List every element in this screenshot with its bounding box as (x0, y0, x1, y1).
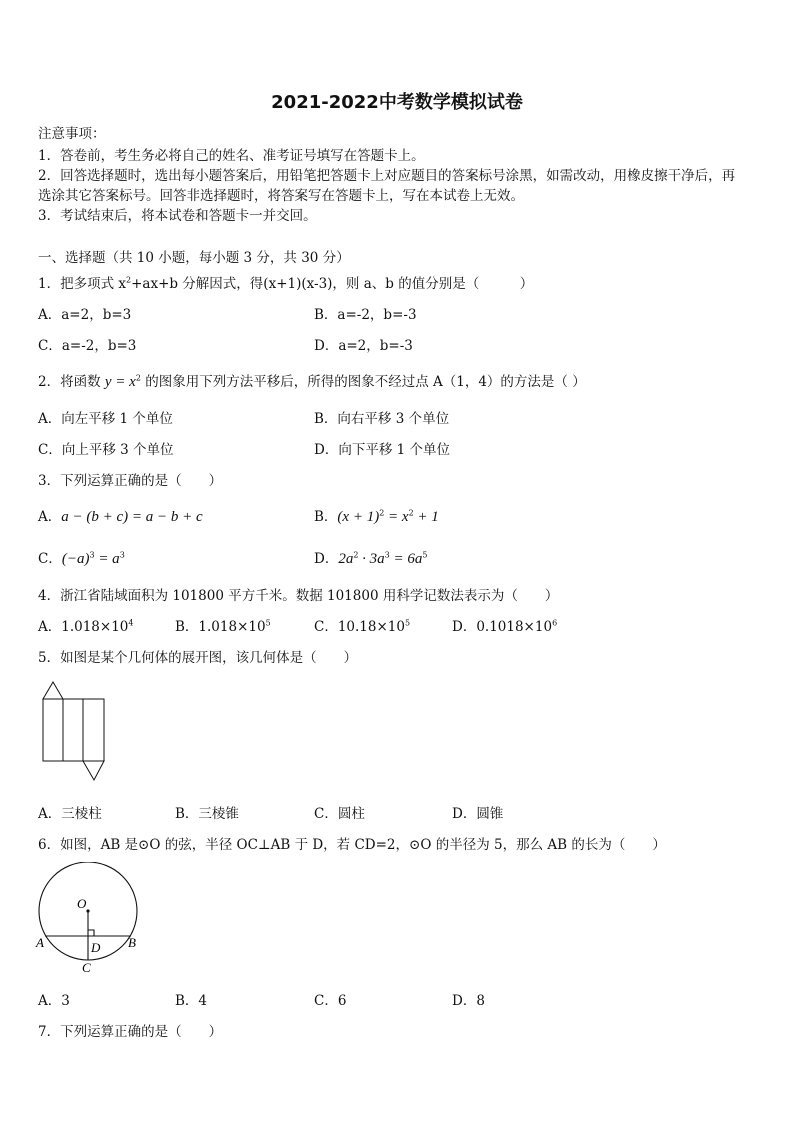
page-title: 2021-2022中考数学模拟试卷 (271, 92, 523, 113)
q5-option-a: A．三棱柱 (38, 806, 102, 822)
q2-option-a: A．向左平移 1 个单位 (38, 411, 173, 427)
question-6-stem: 6．如图，AB 是⊙O 的弦，半径 OC⊥AB 于 D，若 CD=2，⊙O 的半径为 5，那么 AB 的长为（ ） (38, 837, 666, 853)
q6-option-c: C．6 (314, 993, 347, 1009)
notice-item-2: 2．回答选择题时，选出每小题答案后，用铅笔把答题卡上对应题目的答案标号涂黑，如需改动，用橡皮擦干净后，再 (38, 168, 736, 184)
question-7-stem: 7．下列运算正确的是（ ） (38, 1024, 223, 1040)
label-d: D (91, 940, 101, 955)
q1-option-a: A．a=2，b=3 (38, 307, 132, 323)
question-4-stem: 4．浙江省陆域面积为 101800 平方千米。数据 101800 用科学记数法表示为（ ） (38, 588, 559, 604)
net-top-triangle (43, 682, 63, 699)
q2-option-d: D．向下平移 1 个单位 (314, 442, 450, 458)
question-2-stem: 2．将函数 $y = x^2$ 的图象用下列方法平移后，所得的图象不经过点 A（1，4）的方法是（ ） (38, 373, 586, 390)
q3-option-c: C．$(-a)^3 = a^3$ (38, 550, 125, 567)
q4-option-c: C．$10.18\times 10^5$ (314, 618, 411, 635)
right-angle-mark (88, 930, 94, 936)
q5-option-d: D．圆锥 (452, 806, 504, 822)
label-b: B (128, 935, 136, 950)
question-5-stem: 5．如图是某个几何体的展开图，该几何体是（ ） (38, 650, 358, 666)
q4-option-d: D．$0.1018\times 10^6$ (452, 618, 558, 635)
net-face-1 (43, 699, 63, 761)
q6-option-b: B．4 (175, 993, 208, 1009)
notice-item-1: 1．答卷前，考生务必将自己的姓名、准考证号填写在答题卡上。 (38, 148, 425, 164)
net-bottom-triangle (83, 761, 104, 780)
q4-option-a: A．$1.018\times 10^4$ (38, 618, 134, 635)
q5-option-c: C．圆柱 (314, 806, 365, 822)
q3-option-d: D．$2a^2 \cdot 3a^3 = 6a^5$ (314, 550, 428, 567)
circle-figure (34, 862, 140, 976)
q6-option-d: D．8 (452, 993, 485, 1009)
net-face-3 (83, 699, 104, 761)
q1-option-b: B．a=-2，b=-3 (314, 307, 417, 323)
q1-option-d: D．a=2，b=-3 (314, 338, 413, 354)
prism-net-figure (40, 680, 110, 782)
net-face-2 (63, 699, 83, 761)
q1-option-c: C．a=-2，b=3 (38, 338, 137, 354)
question-3-stem: 3．下列运算正确的是（ ） (38, 473, 223, 489)
q3-option-a: A．a − (b + c) = a − b + c (38, 509, 203, 525)
q3-option-b: B．$(x + 1)^2 = x^2 + 1$ (314, 508, 439, 525)
notice-item-3: 3．考试结束后，将本试卷和答题卡一并交回。 (38, 208, 317, 224)
section-heading: 一、选择题（共 10 小题，每小题 3 分，共 30 分） (38, 250, 350, 266)
question-1-stem: 1．把多项式 $x^2+ax+b$ 分解因式，得(x+1)(x-3)，则 a、b 的值分别是（ ） (38, 275, 534, 292)
label-a: A (36, 935, 44, 950)
notice-item-2-cont: 选涂其它答案标号。回答非选择题时，将答案写在答题卡上，写在本试卷上无效。 (38, 188, 524, 204)
q2-option-c: C．向上平移 3 个单位 (38, 442, 174, 458)
q6-option-a: A．3 (38, 993, 70, 1009)
center-point (86, 909, 89, 912)
q2-option-b: B．向右平移 3 个单位 (314, 411, 450, 427)
label-o: O (77, 896, 87, 911)
label-c: C (82, 960, 91, 975)
notice-heading: 注意事项： (38, 126, 106, 142)
q5-option-b: B．三棱锥 (175, 806, 239, 822)
q4-option-b: B．$1.018\times 10^5$ (175, 618, 271, 635)
